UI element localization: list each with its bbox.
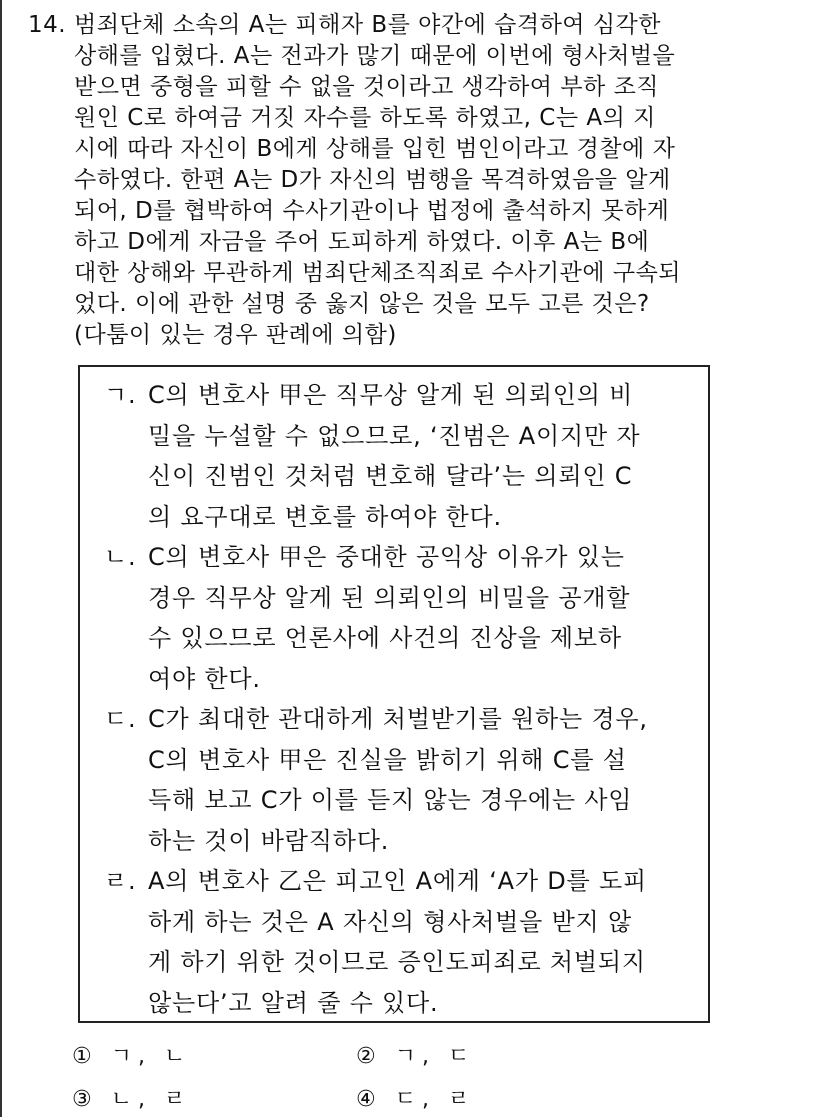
statement-line: 득해 보고 C가 이를 듣지 않는 경우에는 사임 [148,786,633,814]
choice-3[interactable]: ③ ㄴ, ㄹ [72,1087,192,1112]
statements-box [78,365,710,1023]
question-line: (다툼이 있는 경우 판례에 의함) [74,322,397,348]
statement-line: C의 변호사 甲은 중대한 공익상 이유가 있는 [148,543,625,571]
statement-text [148,699,696,861]
statement-line: 하게 하는 것은 A 자신의 형사처벌을 받지 않 [148,907,632,936]
question-line: 시에 따라 자신이 B에게 상해를 입힌 범인이라고 경찰에 자 [74,136,676,162]
choice-4[interactable]: ④ ㄷ, ㄹ [356,1087,476,1112]
statement-line: 않는다’고 알려 줄 수 있다. [148,988,439,1017]
statement-line: 신이 진범인 것처럼 변호해 달라’는 의뢰인 C [148,462,633,490]
choice-2[interactable]: ② ㄱ, ㄷ [356,1044,476,1069]
statement-line: 하는 것이 바람직하다. [148,826,390,855]
statement-line: 의 요구대로 변호를 하여야 한다. [148,502,502,531]
statement-line: 밀을 누설할 수 없으므로, ‘진범은 A이지만 자 [148,421,641,450]
statement-marker: ㄱ. [104,381,137,409]
statement-line: C의 변호사 甲은 진실을 밝히기 위해 C를 설 [148,745,627,774]
statement-line: 경우 직무상 알게 된 의뢰인의 비밀을 공개할 [148,583,631,612]
statement-line: 여야 한다. [148,664,261,693]
statement-marker: ㄷ. [104,705,137,733]
question-line: 범죄단체 소속의 A는 피해자 B를 야간에 습격하여 심각한 [74,12,661,38]
question-stem [74,10,786,351]
statement-line: 수 있으므로 언론사에 사건의 진상을 제보하 [148,624,622,652]
question-line: 었다. 이에 관한 설명 중 옳지 않은 것을 모두 고른 것은? [74,291,650,317]
statement-line: 게 하기 위한 것이므로 증인도피죄로 처벌되지 [148,948,646,976]
question-line: 받으면 중형을 피할 수 없을 것이라고 생각하여 부하 조직 [74,74,660,100]
question-number: 14. [28,12,67,38]
statement-line: C의 변호사 甲은 직무상 알게 된 의뢰인의 비 [148,381,634,409]
question-line: 수하였다. 한편 A는 D가 자신의 범행을 목격하였음을 알게 [74,167,671,193]
statement-text [148,375,696,537]
statement-line: A의 변호사 乙은 피고인 A에게 ‘A가 D를 도피 [148,867,647,895]
statement-marker: ㄴ. [104,543,137,571]
statement-marker: ㄹ. [104,867,137,895]
question-line: 대한 상해와 무관하게 범죄단체조직죄로 수사기관에 구속되 [74,260,682,286]
question-line: 하고 D에게 자금을 주어 도피하게 하였다. 이후 A는 B에 [74,229,650,255]
question-line: 상해를 입혔다. A는 전과가 많기 때문에 이번에 형사처벌을 [74,43,676,69]
statement-text [148,861,696,1023]
question-line: 원인 C로 하여금 거짓 자수를 하도록 하였고, C는 A의 지 [74,105,656,131]
choice-1[interactable]: ① ㄱ, ㄴ [72,1044,192,1069]
statement-line: C가 최대한 관대하게 처벌받기를 원하는 경우, [148,705,648,733]
statement-text [148,537,696,699]
question-line: 되어, D를 협박하여 수사기관이나 법정에 출석하지 못하게 [74,198,670,224]
